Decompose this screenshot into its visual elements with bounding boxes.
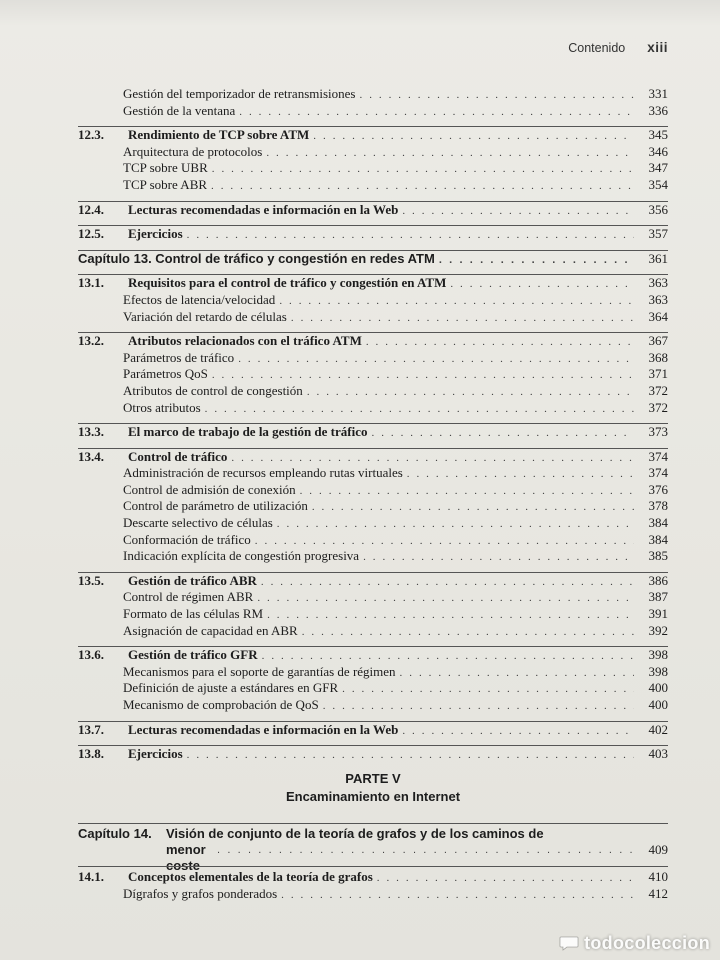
subsection-entry <box>78 515 668 532</box>
subsection-entry <box>78 177 668 194</box>
page-number: 347 <box>648 160 668 176</box>
table-of-contents <box>78 86 668 763</box>
page-number: 376 <box>648 481 668 497</box>
chat-bubble-icon <box>559 936 579 951</box>
section-title: Gestión de tráfico GFR <box>128 647 258 663</box>
page-number: 363 <box>648 275 668 291</box>
leader-dots <box>261 574 634 591</box>
chapter-entry <box>78 250 668 268</box>
section-title: Rendimiento de TCP sobre ATM <box>128 127 310 143</box>
subsection-title: Otros atributos <box>123 399 201 415</box>
page-number: 361 <box>648 250 668 266</box>
leader-dots <box>312 499 634 516</box>
leader-dots <box>211 178 634 195</box>
page-number: 346 <box>648 143 668 159</box>
section-entry <box>78 721 668 739</box>
section-entry <box>78 201 668 219</box>
subsection-entry <box>78 498 668 515</box>
page-number: 402 <box>648 721 668 737</box>
table-of-contents-continued <box>78 866 668 902</box>
subsection-title: Control de régimen ABR <box>123 589 254 605</box>
subsection-entry <box>78 623 668 640</box>
part-title: Encaminamiento en Internet <box>285 789 461 804</box>
leader-dots <box>439 252 634 269</box>
leader-dots <box>205 401 634 418</box>
leader-dots <box>302 624 634 641</box>
watermark <box>559 933 710 954</box>
leader-dots <box>277 516 634 533</box>
subsection-title: Formato de las células RM <box>123 606 264 622</box>
subsection-entry <box>78 532 668 549</box>
subsection-title: Mecanismos para el soporte de garantías de régimen <box>123 663 396 679</box>
section-entry <box>78 646 668 664</box>
page-number: 336 <box>648 102 668 118</box>
subsection-entry <box>78 697 668 714</box>
subsection-title: Control de parámetro de utilización <box>123 498 308 514</box>
page-number: 410 <box>648 869 668 884</box>
subsection-title: Gestión de la ventana <box>123 102 236 118</box>
leader-dots <box>238 351 634 368</box>
entry-gap <box>78 194 668 201</box>
page-number: 412 <box>648 885 668 901</box>
chapter-title-line2: menor coste <box>166 842 206 873</box>
leader-dots <box>212 161 634 178</box>
section-number: 13.5. <box>78 572 104 588</box>
section-title: Ejercicios <box>128 226 183 242</box>
page-number: 345 <box>648 127 668 143</box>
subsection-entry <box>78 309 668 326</box>
subsection-title: Descarte selectivo de células <box>123 515 273 531</box>
part-label: PARTE V <box>345 771 401 786</box>
page-number: 398 <box>648 647 668 663</box>
leader-dots <box>307 384 634 401</box>
page-number: 373 <box>648 424 668 440</box>
section-title: Atributos relacionados con el tráfico ATM <box>128 333 362 349</box>
leader-dots <box>450 276 634 293</box>
entry-gap <box>78 639 668 646</box>
subsection-title: Indicación explícita de congestión progresiva <box>123 548 360 564</box>
leader-dots <box>281 887 634 904</box>
leader-dots <box>231 450 634 467</box>
entry-gap <box>78 416 668 423</box>
subsection-entry <box>78 160 668 177</box>
subsection-entry <box>78 606 668 623</box>
subsection-entry <box>78 144 668 161</box>
section-number: 12.5. <box>78 226 104 242</box>
subsection-title: Asignación de capacidad en ABR <box>123 622 298 638</box>
leader-dots <box>187 747 634 764</box>
entry-gap <box>78 267 668 274</box>
leader-dots <box>407 466 634 483</box>
entry-gap <box>78 441 668 448</box>
section-title: Conceptos elementales de la teoría de grafos <box>128 869 373 884</box>
leader-dots <box>402 723 634 740</box>
leader-dots <box>313 128 634 145</box>
page-number: 392 <box>648 622 668 638</box>
leader-dots <box>239 104 634 121</box>
section-number: 14.1. <box>78 869 104 884</box>
section-entry <box>78 126 668 144</box>
leader-dots <box>377 870 634 887</box>
page-number: 400 <box>648 697 668 712</box>
section-entry <box>78 332 668 350</box>
leader-dots <box>363 549 634 566</box>
section-number: 12.4. <box>78 201 104 217</box>
leader-dots <box>323 698 634 715</box>
page-number: 398 <box>648 663 668 679</box>
chapter-14-heading <box>78 823 668 873</box>
section-number: 13.1. <box>78 275 104 291</box>
page-number: 385 <box>648 548 668 564</box>
page-number: 378 <box>648 498 668 514</box>
subsection-title: Arquitectura de protocolos <box>123 143 263 159</box>
page-number: 387 <box>648 589 668 605</box>
page-number: 374 <box>648 465 668 481</box>
section-entry <box>78 745 668 763</box>
subsection-entry <box>78 400 668 417</box>
leader-dots <box>257 590 634 607</box>
page-number: 356 <box>648 201 668 217</box>
page-number: 364 <box>648 308 668 324</box>
leader-dots <box>212 367 634 384</box>
page-number: 391 <box>648 606 668 622</box>
section-title: Lecturas recomendadas e información en la Web <box>128 201 399 217</box>
page-number: 386 <box>648 572 668 588</box>
subsection-entry <box>78 680 668 697</box>
subsection-entry <box>78 366 668 383</box>
leader-dots <box>366 334 634 351</box>
section-entry <box>78 274 668 292</box>
subsection-title: Administración de recursos empleando rutas virtuales <box>123 465 403 481</box>
entry-gap <box>78 119 668 126</box>
section-number: 12.3. <box>78 127 104 143</box>
subsection-entry <box>78 465 668 482</box>
subsection-entry <box>78 86 668 103</box>
section-entry <box>78 869 668 886</box>
leader-dots <box>255 533 634 550</box>
section-title: Control de tráfico <box>128 448 228 464</box>
page-number: 368 <box>648 349 668 365</box>
subsection-entry <box>78 383 668 400</box>
watermark-text: todocoleccion <box>584 933 710 953</box>
page-shadow <box>0 0 720 26</box>
leader-dots <box>402 203 634 220</box>
subsection-title: Parámetros de tráfico <box>123 349 235 365</box>
page-number: 374 <box>648 448 668 464</box>
page-number: 403 <box>648 746 668 762</box>
leader-dots <box>266 145 634 162</box>
chapter-page-number: 409 <box>648 842 668 857</box>
leader-dots <box>187 227 634 244</box>
page-number: 357 <box>648 226 668 242</box>
subsection-title: Variación del retardo de células <box>123 308 287 324</box>
subsection-title: Efectos de latencia/velocidad <box>123 291 276 307</box>
page-number: 372 <box>648 382 668 398</box>
subsection-title: Gestión del temporizador de retransmisiones <box>123 86 356 101</box>
section-number: 13.3. <box>78 424 104 440</box>
entry-gap <box>78 325 668 332</box>
page-number: 384 <box>648 515 668 531</box>
page-folio: xiii <box>647 40 668 55</box>
page-number: 371 <box>648 366 668 382</box>
subsection-title: Dígrafos y grafos ponderados <box>123 885 278 901</box>
page-number: 384 <box>648 531 668 547</box>
chapter-title: Capítulo 13. Control de tráfico y congestión en redes ATM <box>78 250 435 266</box>
leader-dots <box>291 310 634 327</box>
page-number: 367 <box>648 333 668 349</box>
header-section: Contenido <box>568 41 626 55</box>
page-number: 331 <box>648 86 668 101</box>
subsection-title: TCP sobre ABR <box>123 176 208 192</box>
section-title: Requisitos para el control de tráfico y congestión en ATM <box>128 275 447 291</box>
page-number: 354 <box>648 176 668 192</box>
section-number: 13.2. <box>78 333 104 349</box>
leader-dots <box>342 681 634 698</box>
leader-dots <box>360 87 635 104</box>
section-title: El marco de trabajo de la gestión de tráfico <box>128 424 368 440</box>
subsection-entry <box>78 103 668 120</box>
leader-dots <box>372 425 635 442</box>
subsection-entry <box>78 292 668 309</box>
section-title: Lecturas recomendadas e información en la Web <box>128 721 399 737</box>
subsection-entry <box>78 886 668 903</box>
section-number: 13.4. <box>78 448 104 464</box>
subsection-title: Control de admisión de conexión <box>123 481 296 497</box>
leader-dots <box>267 607 634 624</box>
running-header <box>568 40 668 55</box>
chapter-label: Capítulo 14. <box>78 826 152 841</box>
subsection-entry <box>78 589 668 606</box>
section-title: Gestión de tráfico ABR <box>128 572 257 588</box>
subsection-entry <box>78 482 668 499</box>
subsection-entry <box>78 664 668 681</box>
subsection-title: Definición de ajuste a estándares en GFR <box>123 680 339 696</box>
page-number: 363 <box>648 291 668 307</box>
leader-dots <box>279 293 634 310</box>
section-number: 13.6. <box>78 647 104 663</box>
page-number: 400 <box>648 680 668 696</box>
subsection-entry <box>78 548 668 565</box>
entry-gap <box>78 714 668 721</box>
subsection-title: Mecanismo de comprobación de QoS <box>123 697 319 712</box>
subsection-title: Atributos de control de congestión <box>123 382 303 398</box>
section-entry <box>78 572 668 590</box>
subsection-entry <box>78 350 668 367</box>
entry-gap <box>78 218 668 225</box>
subsection-title: Parámetros QoS <box>123 366 208 382</box>
section-entry <box>78 448 668 466</box>
section-title: Ejercicios <box>128 746 183 762</box>
page-number: 372 <box>648 399 668 415</box>
leader-dots <box>217 842 634 858</box>
subsection-title: TCP sobre UBR <box>123 160 208 176</box>
chapter-title-line1: Visión de conjunto de la teoría de grafos y de los caminos de <box>166 826 544 841</box>
leader-dots <box>262 648 634 665</box>
section-number: 13.8. <box>78 746 104 762</box>
section-number: 13.7. <box>78 721 104 737</box>
entry-gap <box>78 243 668 250</box>
section-entry <box>78 225 668 243</box>
entry-gap <box>78 738 668 745</box>
leader-dots <box>300 483 634 500</box>
leader-dots <box>400 665 634 682</box>
entry-gap <box>78 565 668 572</box>
subsection-title: Conformación de tráfico <box>123 531 251 547</box>
section-entry <box>78 423 668 441</box>
